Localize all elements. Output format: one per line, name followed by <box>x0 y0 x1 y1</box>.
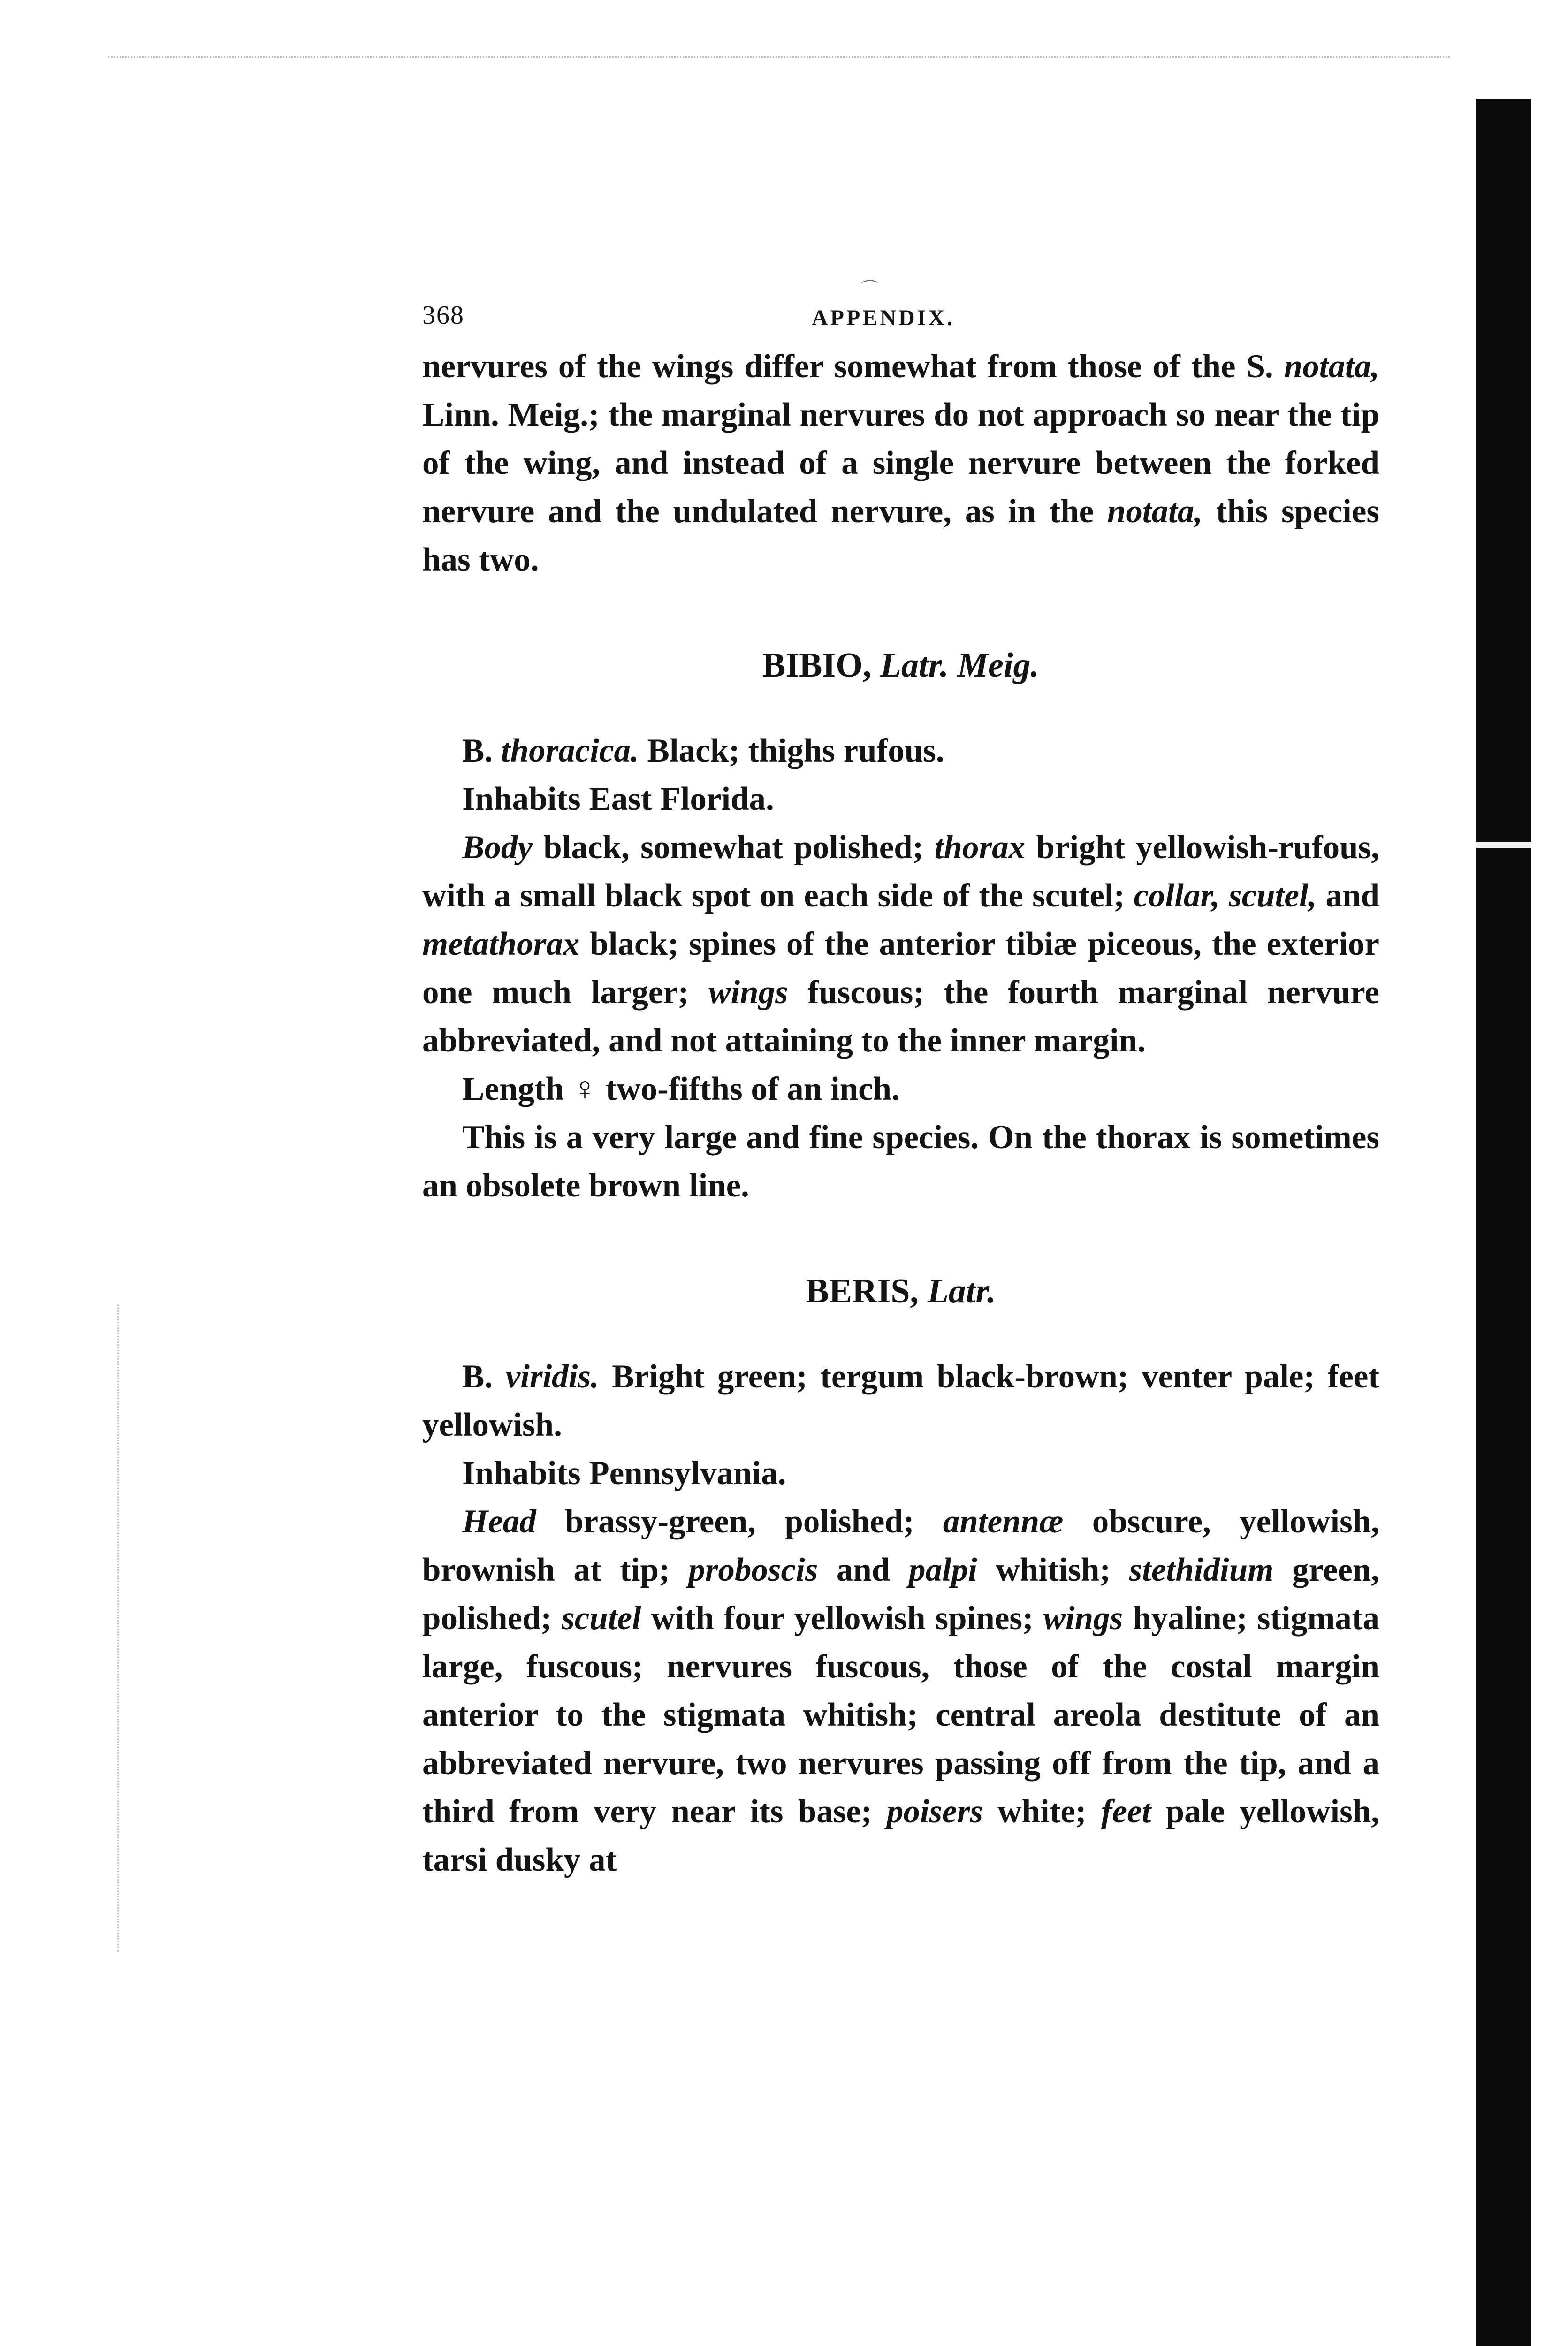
intro-paragraph <box>422 343 1379 584</box>
bibio-length: Length ♀ two-fifths of an inch. <box>462 1071 900 1107</box>
beris-desc-14: hyaline; stigmata large, fuscous; nervures fuscous, those of the costal margin anterior to the stigmata whitish; central areola destitute of an abbreviated nervure, two nervures passing off from the tip, and a third from very near its base; <box>422 1600 1380 1830</box>
heading-genus-beris: BERIS, <box>806 1272 919 1310</box>
page-number: 368 <box>422 301 464 330</box>
bibio-desc-1: Body <box>462 829 533 866</box>
beris-habitat: Inhabits Pennsylvania. <box>462 1455 786 1492</box>
beris-desc-10: green, polished; <box>422 1552 1379 1637</box>
bibio-diagnosis-prefix: B. <box>462 732 501 769</box>
beris-desc-5: proboscis <box>688 1552 818 1588</box>
heading-author-beris: Latr. <box>927 1272 996 1310</box>
page-content <box>422 280 1380 1884</box>
beris-desc-15: poisers <box>886 1793 983 1830</box>
spacer-2 <box>422 691 1379 727</box>
bibio-note: This is a very large and fine species. On the thorax is sometimes an obsolete brown line. <box>422 1119 1379 1204</box>
spacer-3 <box>422 1210 1379 1265</box>
beris-diagnosis-prefix: B. <box>462 1358 506 1395</box>
beris-desc-12: with four yellowish spines; <box>641 1600 1043 1637</box>
beris-desc-7: palpi <box>908 1552 977 1588</box>
beris-species-name: viridis. <box>505 1358 599 1395</box>
section-heading-beris <box>422 1265 1379 1317</box>
beris-desc-2: brassy-green, polished; <box>536 1503 943 1540</box>
beris-desc-6: and <box>818 1552 909 1588</box>
header-ornament-icon: ⌒ <box>861 280 879 299</box>
scan-top-noise <box>108 56 1450 58</box>
intro-text-2: S. <box>1246 348 1284 385</box>
heading-genus-bibio: BIBIO, <box>762 646 872 685</box>
beris-desc-16: white; <box>982 1793 1101 1830</box>
beris-diagnosis-text: Bright green; tergum black-brown; venter pale; feet yellowish. <box>422 1358 1379 1443</box>
beris-desc-8: whitish; <box>977 1552 1129 1588</box>
bibio-desc-9: wings <box>708 974 788 1011</box>
beris-description <box>422 1498 1379 1884</box>
intro-text-3: Linn. Meig.; the marginal nervures do not approach so near the tip of the wing, and instead of a single nervure between the forked nervure and the undulated nervure, as in the <box>422 396 1379 530</box>
intro-text-1: nervures of the wings differ somewhat from those of the <box>422 348 1236 385</box>
beris-desc-3: antennæ <box>943 1503 1064 1540</box>
bibio-desc-7: metathorax <box>422 926 580 962</box>
spacer-1 <box>422 584 1379 640</box>
bibio-diagnosis-text: Black; thighs rufous. <box>639 732 944 769</box>
scan-edge-bar <box>1476 99 1531 2346</box>
section-heading-bibio <box>422 640 1379 691</box>
bibio-desc-8: black; spines of the anterior tibiæ piceous, the exterior one much larger; <box>422 926 1379 1011</box>
beris-desc-4: obscure, yellowish, brownish at tip; <box>422 1503 1379 1588</box>
bibio-desc-10: fuscous; the fourth marginal nervure abbreviated, and not attaining to the inner margin. <box>422 974 1379 1059</box>
bibio-desc-5: collar, scutel, <box>1134 877 1317 914</box>
scan-edge-notch <box>1476 842 1531 848</box>
bibio-habitat: Inhabits East Florida. <box>462 781 774 817</box>
scan-left-noise <box>117 1304 119 1952</box>
bibio-desc-2: black, somewhat polished; <box>532 829 935 866</box>
beris-diagnosis <box>422 1353 1379 1449</box>
bibio-description <box>422 823 1379 1065</box>
intro-text-4: this species has two. <box>422 493 1379 578</box>
running-head <box>422 280 1379 343</box>
intro-species-2: notata, <box>1107 493 1203 530</box>
beris-desc-9: stethidium <box>1129 1552 1274 1588</box>
beris-desc-17: feet <box>1101 1793 1151 1830</box>
heading-authors-bibio: Latr. Meig. <box>880 646 1040 685</box>
bibio-desc-3: thorax <box>934 829 1026 866</box>
bibio-species-name: thoracica. <box>501 732 639 769</box>
beris-desc-18: pale yellowish, tarsi dusky at <box>422 1793 1380 1878</box>
bibio-desc-6: and <box>1317 877 1379 914</box>
spacer-4 <box>422 1317 1379 1353</box>
header-title: APPENDIX. <box>812 305 955 330</box>
beris-desc-1: Head <box>462 1503 536 1540</box>
intro-species-1: notata, <box>1284 348 1379 385</box>
bibio-diagnosis <box>422 727 1379 775</box>
bibio-desc-4: bright yellowish-rufous, with a small black spot on each side of the scutel; <box>422 829 1379 914</box>
beris-desc-11: scutel <box>562 1600 641 1637</box>
beris-desc-13: wings <box>1043 1600 1123 1637</box>
